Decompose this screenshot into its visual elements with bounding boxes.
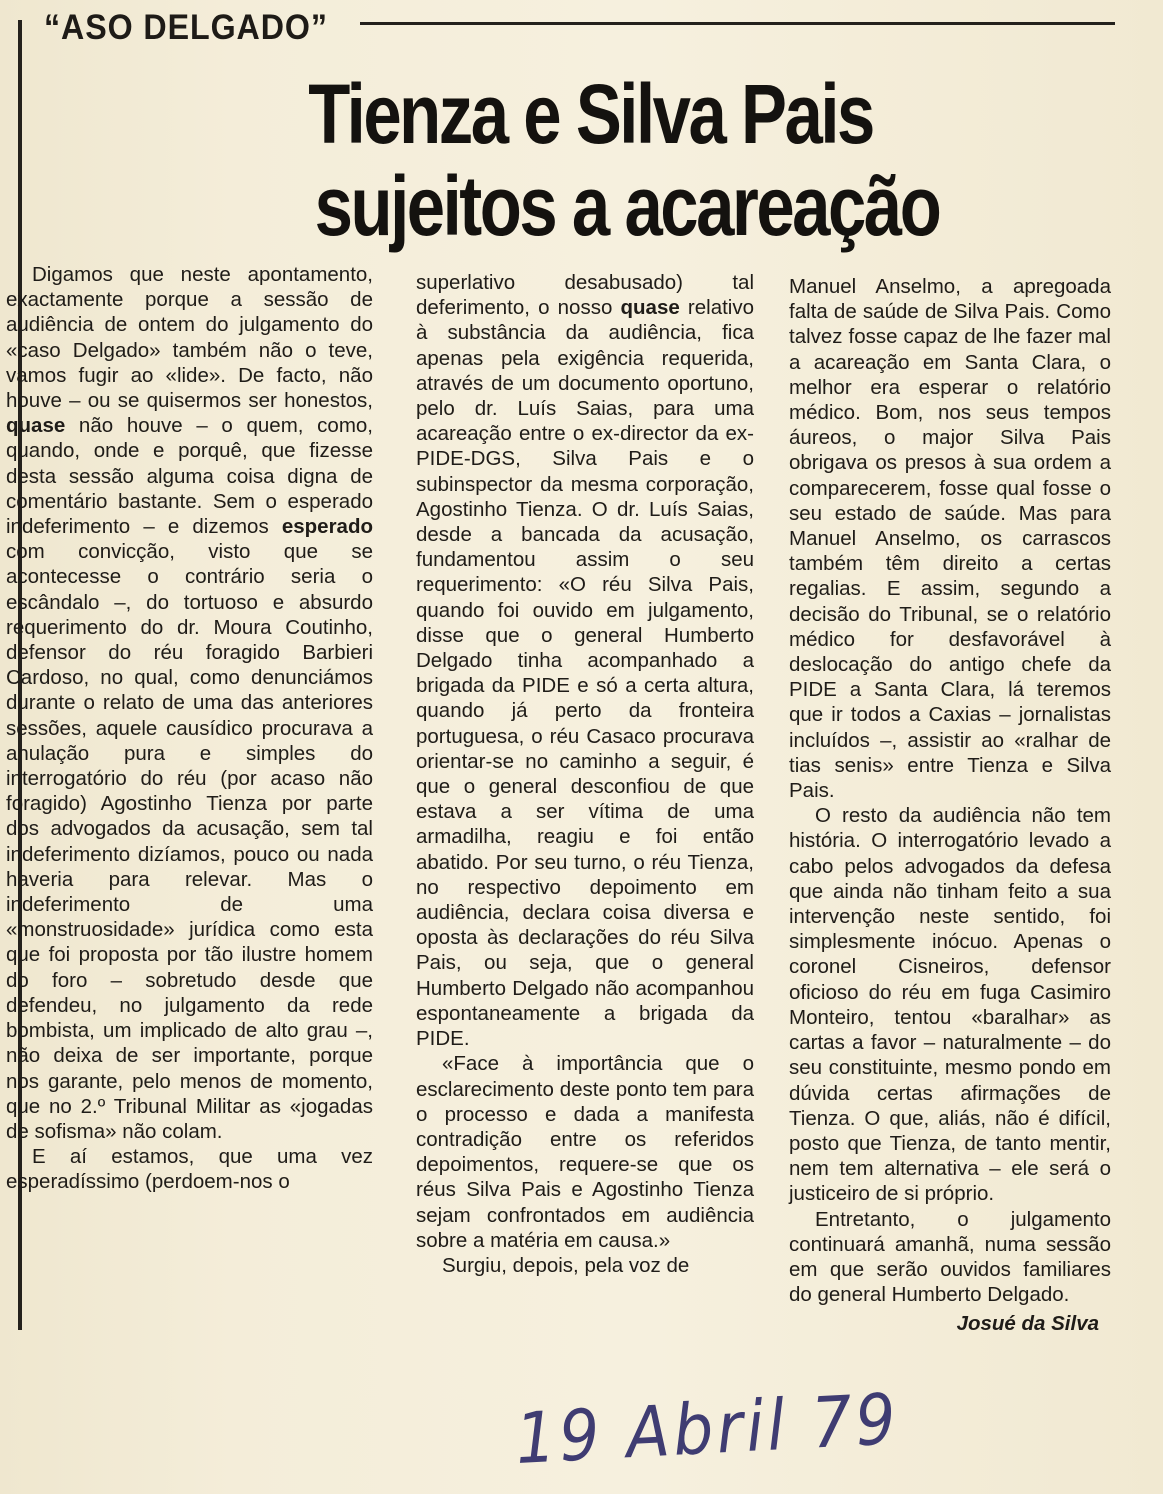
bold-word: esperado [281,515,373,539]
paragraph: Digamos que neste apontamento, exactamente porque a sessão de audiência de ontem do julgamento do «caso Delgado» também não o teve, vamos fugir ao «lide». De facto, não houve – ou se quisermos ser honestos, quase não houve – o quem, como, quando, onde e porquê, que fizesse desta sessão alguma coisa digna de comentário bastante. Sem o esperado indeferimento – e dizemos esperado com convicção, visto que se acontecesse o contrário seria o escândalo –, do tortuoso e absurdo requerimento do dr. Moura Coutinho, defensor do réu foragido Barbieri Cardoso, no qual, como denunciámos durante o relato de uma das anteriores sessões, aquele causídico procurava a anulação pura e simples do interrogatório do réu (por acaso não foragido) Agostinho Tienza por parte dos advogados da acusação, sem tal indeferimento dizíamos, pouco ou nada haveria para relevar. Mas o indeferimento de uma «monstruosidade» jurídica como esta que foi proposta por tão ilustre homem do foro – sobretudo desde que defendeu, no julgamento da rede bombista, um implicado de alto grau –, não deixa de ser importante, porque nos garante, pelo menos de momento, que no 2.º Tribunal Militar as «jogadas de sofisma» não colam. [6,263,373,1143]
paragraph: O resto da audiência não tem história. O interrogatório levado a cabo pelos advogados da defesa que ainda não tinham feito a sua intervenção neste sentido, foi simplesmente inócuo. Apenas o coronel Cisneiros, defensor oficioso do réu em fuga Casimiro Monteiro, tentou «baralhar» as cartas a favor – naturalmente – do seu constituinte, mesmo pondo em dúvida certas afirmações de Tienza. O que, aliás, não é difícil, posto que Tienza, de tanto mentir, nem tem alternativa – ele será o justiceiro de si próprio. [789,804,1111,1206]
paragraph: superlativo desabusado) tal deferimento, o nosso quase relativo à substância da audiência, fica apenas pela exigência requerida, através de um documento oportuno, pelo dr. Luís Saias, para uma acareação entre o ex-director da ex-PIDE-DGS, Silva Pais e o subinspector da mesma corporação, Agostinho Tienza. O dr. Luís Saias, desde a bancada da acusação, fundamentou assim o seu requerimento: «O réu Silva Pais, quando foi ouvido em julgamento, disse que o general Humberto Delgado tinha acompanhado a brigada da PIDE e só a certa altura, quando já perto da fronteira portuguesa, o réu Casaco procurava orientar-se no caminho a seguir, é que o general desconfiou de que estava a ser vítima de uma armadilha, reagiu e foi então abatido. Por seu turno, o réu Tienza, no respectivo depoimento em audiência, declara coisa diversa e oposta às declarações do réu Silva Pais, ou seja, que o general Humberto Delgado não acompanhou espontaneamente a brigada da PIDE. [416,271,754,1051]
top-rule [360,22,1115,25]
paragraph: Entretanto, o julgamento continuará amanhã, numa sessão em que serão ouvidos familiares do general Humberto Delgado. [789,1207,1111,1307]
bold-word: quase [6,414,66,438]
article-column-1 [6,262,373,1195]
paragraph: «Face à importância que o esclarecimento deste ponto tem para o processo e dada a manifesta contradição entre os referidos depoimentos, requere-se que os réus Silva Pais e Agostinho Tienza sejam confrontados em audiência sobre a matéria em causa.» [416,1052,754,1252]
headline-line-2: sujeitos a acareação [314,159,940,253]
kicker-heading: “ASO DELGADO” [44,8,328,47]
paragraph: Manuel Anselmo, a apregoada falta de saúde de Silva Pais. Como talvez fosse capaz de lhe fazer mal a acareação em Santa Clara, o melhor era esperar o relatório médico. Bom, nos seus tempos áureos, o major Silva Pais obrigava os presos à sua ordem a comparecerem, fosse qual fosse o seu estado de saúde. Mas para Manuel Anselmo, os carrascos também têm direito a certas regalias. E assim, segundo a decisão do Tribunal, se o relatório médico for desfavorável à deslocação do antigo chefe da PIDE a Santa Clara, lá teremos que ir todos a Caxias – jornalistas incluídos –, assistir ao «ralhar de tias senis» entre Tienza e Silva Pais. [789,275,1111,803]
article-column-3 [789,274,1111,1337]
author-signature: Josué da Silva [956,1312,1099,1336]
paragraph: E aí estamos, que uma vez esperadíssimo (perdoem-nos o [6,1145,373,1194]
headline-line-1: Tienza e Silva Pais [308,67,873,161]
handwritten-date: 19 Abril 79 [513,1378,902,1480]
bold-word: quase [620,296,680,320]
article-column-2 [416,270,754,1278]
paragraph: Surgiu, depois, pela voz de [442,1253,690,1277]
